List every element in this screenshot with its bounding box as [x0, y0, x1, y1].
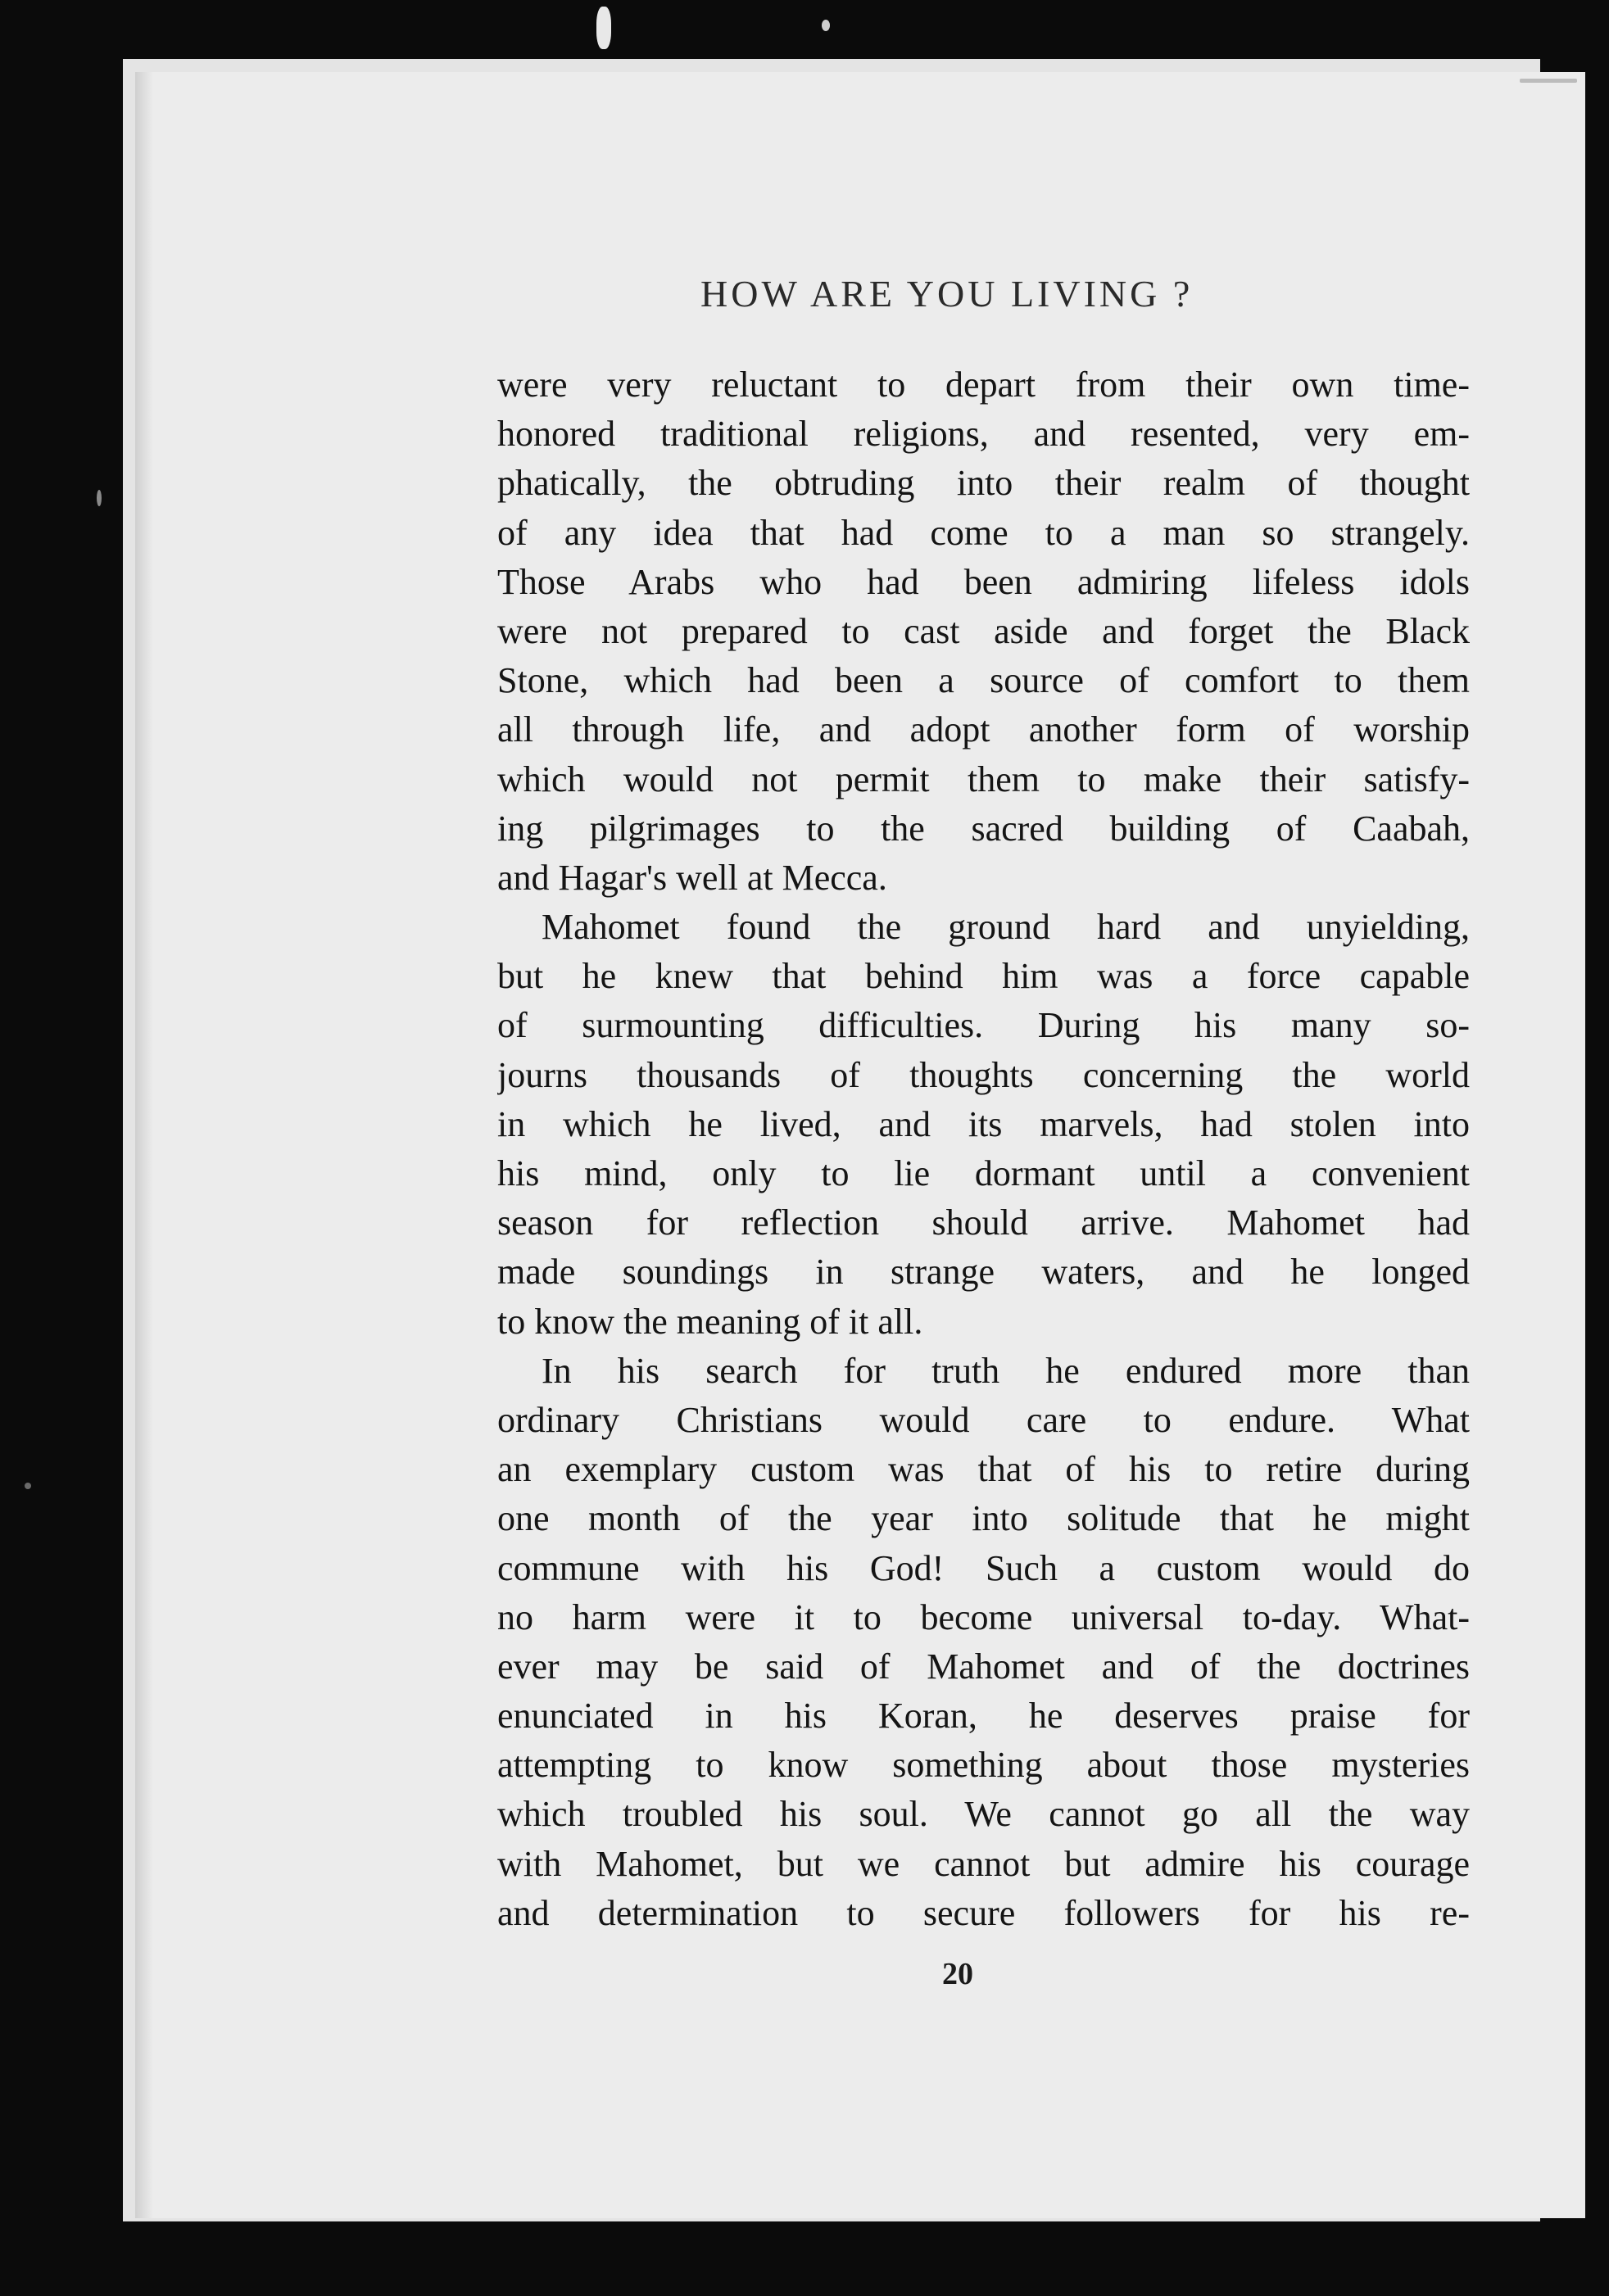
body-text	[497, 360, 1470, 1938]
text-line: with Mahomet, but we cannot but admire his courage	[497, 1843, 1470, 1884]
text-line: one month of the year into solitude that he might	[497, 1498, 1470, 1539]
scan-speck	[25, 1483, 31, 1489]
text-line: Those Arabs who had been admiring lifeless idols	[497, 561, 1470, 602]
text-line: season for reflection should arrive. Mahomet had	[497, 1202, 1470, 1243]
text-line: commune with his God! Such a custom would do	[497, 1547, 1470, 1588]
text-line: his mind, only to lie dormant until a convenient	[497, 1153, 1470, 1193]
text-line: ever may be said of Mahomet and of the doctrines	[497, 1646, 1470, 1687]
text-line: to know the meaning of it all.	[497, 1301, 923, 1342]
page-number: 20	[942, 1957, 973, 1991]
text-line: but he knew that behind him was a force capable	[497, 956, 1470, 997]
text-line: ing pilgrimages to the sacred building of Caabah,	[497, 808, 1470, 849]
text-line: of any idea that had come to a man so strangely.	[497, 512, 1470, 553]
text-line: all through life, and adopt another form of worship	[497, 709, 1470, 750]
scan-speck	[97, 490, 102, 506]
scan-speck	[1520, 79, 1577, 83]
text-line: in which he lived, and its marvels, had stolen into	[497, 1103, 1470, 1144]
text-line: which troubled his soul. We cannot go all the way	[497, 1794, 1470, 1835]
text-line: attempting to know something about those mysteries	[497, 1745, 1470, 1786]
scan-speck	[596, 7, 611, 49]
text-line: were not prepared to cast aside and forget the Black	[497, 610, 1470, 651]
text-line: honored traditional religions, and resented, very em-	[497, 414, 1470, 455]
text-line: enunciated in his Koran, he deserves praise for	[497, 1696, 1470, 1737]
text-line: ordinary Christians would care to endure. What	[497, 1399, 1470, 1440]
text-line: no harm were it to become universal to-day. What-	[497, 1596, 1470, 1637]
text-line: Mahomet found the ground hard and unyielding,	[542, 907, 1470, 948]
text-line: and Hagar's well at Mecca.	[497, 857, 887, 898]
text-line: journs thousands of thoughts concerning the world	[497, 1054, 1470, 1095]
scan-speck	[822, 20, 830, 31]
text-line: were very reluctant to depart from their own time-	[497, 365, 1470, 405]
running-head: HOW ARE YOU LIVING ?	[700, 273, 1194, 315]
text-line: made soundings in strange waters, and he longed	[497, 1252, 1470, 1293]
text-line: Stone, which had been a source of comfort to them	[497, 660, 1470, 701]
text-line: phatically, the obtruding into their realm of thought	[497, 463, 1470, 504]
text-line: of surmounting difficulties. During his many so-	[497, 1005, 1470, 1046]
text-line: which would not permit them to make their satisfy-	[497, 759, 1470, 799]
text-line: an exemplary custom was that of his to retire during	[497, 1449, 1470, 1490]
page-binding-shadow	[135, 72, 153, 2218]
text-line: and determination to secure followers for his re-	[497, 1892, 1470, 1933]
text-line: In his search for truth he endured more than	[542, 1350, 1470, 1391]
